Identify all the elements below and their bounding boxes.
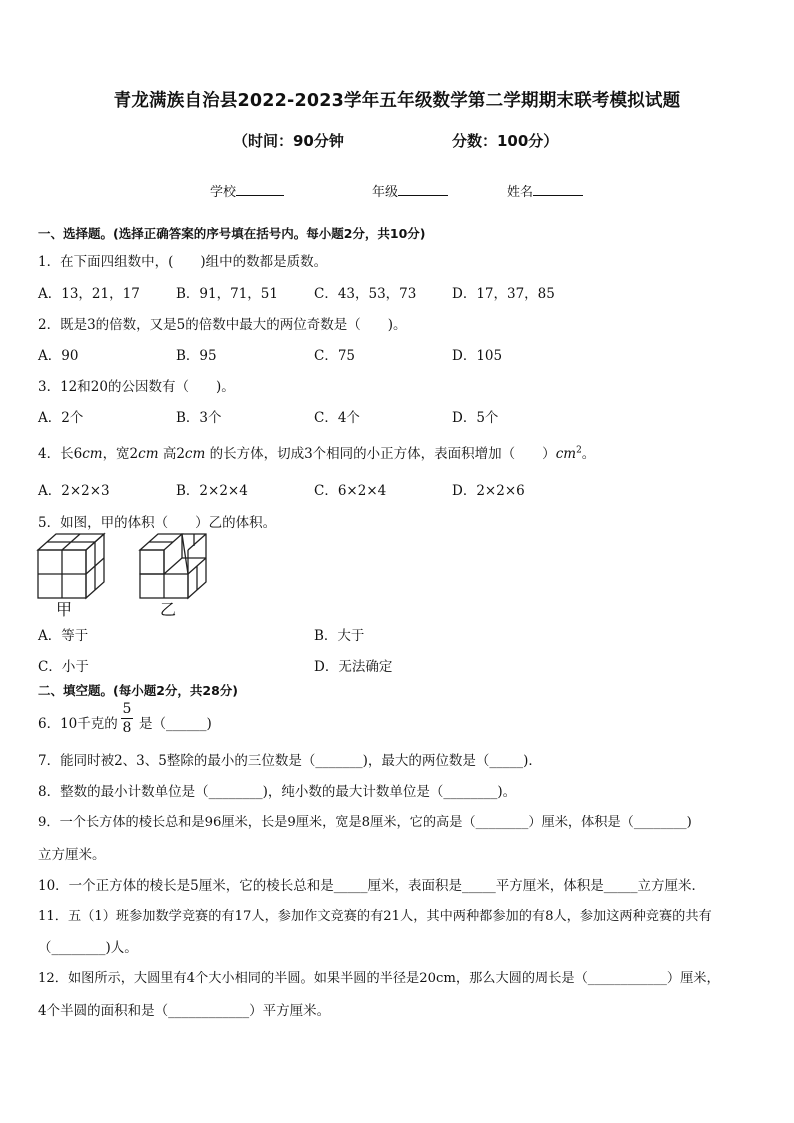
question-10: 10．一个正方体的棱长是5厘米，它的棱长总和是_____厘米，表面积是_____平方厘米，体积是_____立方厘米． — [38, 878, 706, 894]
q6-denominator: 8 — [122, 720, 132, 736]
figure-yi-cube — [138, 532, 210, 600]
q4-option-a: A．2×2×3 — [38, 483, 110, 499]
q6-fraction — [121, 701, 133, 736]
question-12-cont: 4个半圆的面积和是（____________）平方厘米。 — [38, 1003, 331, 1019]
name-label: 姓名 — [507, 185, 534, 200]
question-9: 9．一个长方体的棱长总和是96厘米，长是9厘米，宽是8厘米，它的高是（________）厘米，体积是（________) — [38, 815, 692, 830]
question-1: 1．在下面四组数中，( )组中的数都是质数。 — [38, 254, 328, 270]
q6-numerator: 5 — [122, 701, 132, 717]
grade-field — [372, 181, 448, 200]
q4-option-b: B．2×2×4 — [176, 483, 248, 499]
school-field — [210, 181, 284, 200]
q2-option-c: C．75 — [314, 348, 356, 364]
q5-option-b: B．大于 — [314, 628, 365, 644]
exam-score: 分数：100分） — [452, 132, 559, 150]
q4-text-c: 高2 — [162, 446, 185, 462]
q3-option-d: D．5个 — [452, 410, 499, 426]
q2-option-a: A．90 — [38, 348, 79, 364]
q4-text-b: ，宽2 — [102, 446, 139, 462]
question-4 — [38, 442, 595, 462]
question-6-post: 是（______) — [139, 716, 212, 732]
q5-option-c: C．小于 — [38, 659, 89, 675]
q3-option-c: C．4个 — [314, 410, 360, 426]
figure-yi-label: 乙 — [160, 600, 177, 619]
q1-option-b: B．91，71，51 — [176, 286, 278, 302]
q4-option-c: C．6×2×4 — [314, 483, 387, 499]
question-9-cont: 立方厘米。 — [38, 847, 106, 863]
question-8: 8．整数的最小计数单位是（________)，纯小数的最大计数单位是（________)。 — [38, 784, 517, 800]
question-2: 2．既是3的倍数，又是5的倍数中最大的两位奇数是（ )。 — [38, 317, 407, 333]
question-3: 3．12和20的公因数有（ )。 — [38, 379, 235, 395]
section2-heading: 二、填空题。(每小题2分，共28分) — [38, 683, 239, 698]
q5-option-d: D．无法确定 — [314, 659, 393, 675]
grade-label: 年级 — [372, 185, 399, 200]
section1-heading: 一、选择题。(选择正确答案的序号填在括号内。每小题2分，共10分) — [38, 226, 426, 241]
q3-option-b: B．3个 — [176, 410, 222, 426]
q5-option-a: A．等于 — [38, 628, 89, 644]
q1-option-c: C．43，53，73 — [314, 286, 417, 302]
q2-option-b: B．95 — [176, 348, 217, 364]
q4-end: 。 — [581, 446, 596, 462]
name-field — [507, 181, 583, 200]
q4-text-a: 4．长6 — [38, 446, 83, 462]
q4-unit-height: cm — [184, 446, 206, 462]
q1-option-a: A．13，21，17 — [38, 286, 140, 302]
name-blank[interactable] — [533, 182, 583, 196]
page-title: 青龙满族自治县2022-2023学年五年级数学第二学期期末联考模拟试题 — [113, 91, 681, 111]
school-label: 学校 — [210, 185, 237, 200]
question-5: 5．如图，甲的体积（ ）乙的体积。 — [38, 515, 277, 531]
q4-option-d: D．2×2×6 — [452, 483, 525, 499]
question-11-cont: （________)人。 — [38, 940, 138, 956]
q2-option-d: D．105 — [452, 348, 503, 364]
figure-jia-label: 甲 — [56, 600, 73, 619]
question-12: 12．如图所示，大圆里有4个大小相同的半圆。如果半圆的半径是20cm，那么大圆的周长是（____________）厘米， — [38, 971, 720, 986]
q4-unit-width: cm — [138, 446, 159, 462]
q4-area-unit: cm — [555, 446, 577, 462]
q4-unit-length: cm — [82, 446, 103, 462]
q4-area-exponent: 2 — [576, 445, 582, 456]
question-6-pre: 6．10千克的 — [38, 716, 118, 732]
grade-blank[interactable] — [398, 182, 448, 196]
school-blank[interactable] — [236, 182, 284, 196]
question-7: 7．能同时被2、3、5整除的最小的三位数是（_______)，最大的两位数是（_____)． — [38, 753, 542, 769]
exam-time: （时间：90分钟 — [233, 132, 344, 150]
q3-option-a: A．2个 — [38, 410, 84, 426]
q4-text-d: 的长方体，切成3个相同的小正方体，表面积增加（ ） — [209, 446, 556, 462]
question-11: 11．五（1）班参加数学竞赛的有17人，参加作文竞赛的有21人，其中两种都参加的有8人，参加这两种竞赛的共有 — [38, 909, 712, 924]
q6-fraction-bar — [121, 718, 133, 719]
figure-jia-cube — [36, 532, 108, 600]
q1-option-d: D．17，37，85 — [452, 286, 555, 302]
